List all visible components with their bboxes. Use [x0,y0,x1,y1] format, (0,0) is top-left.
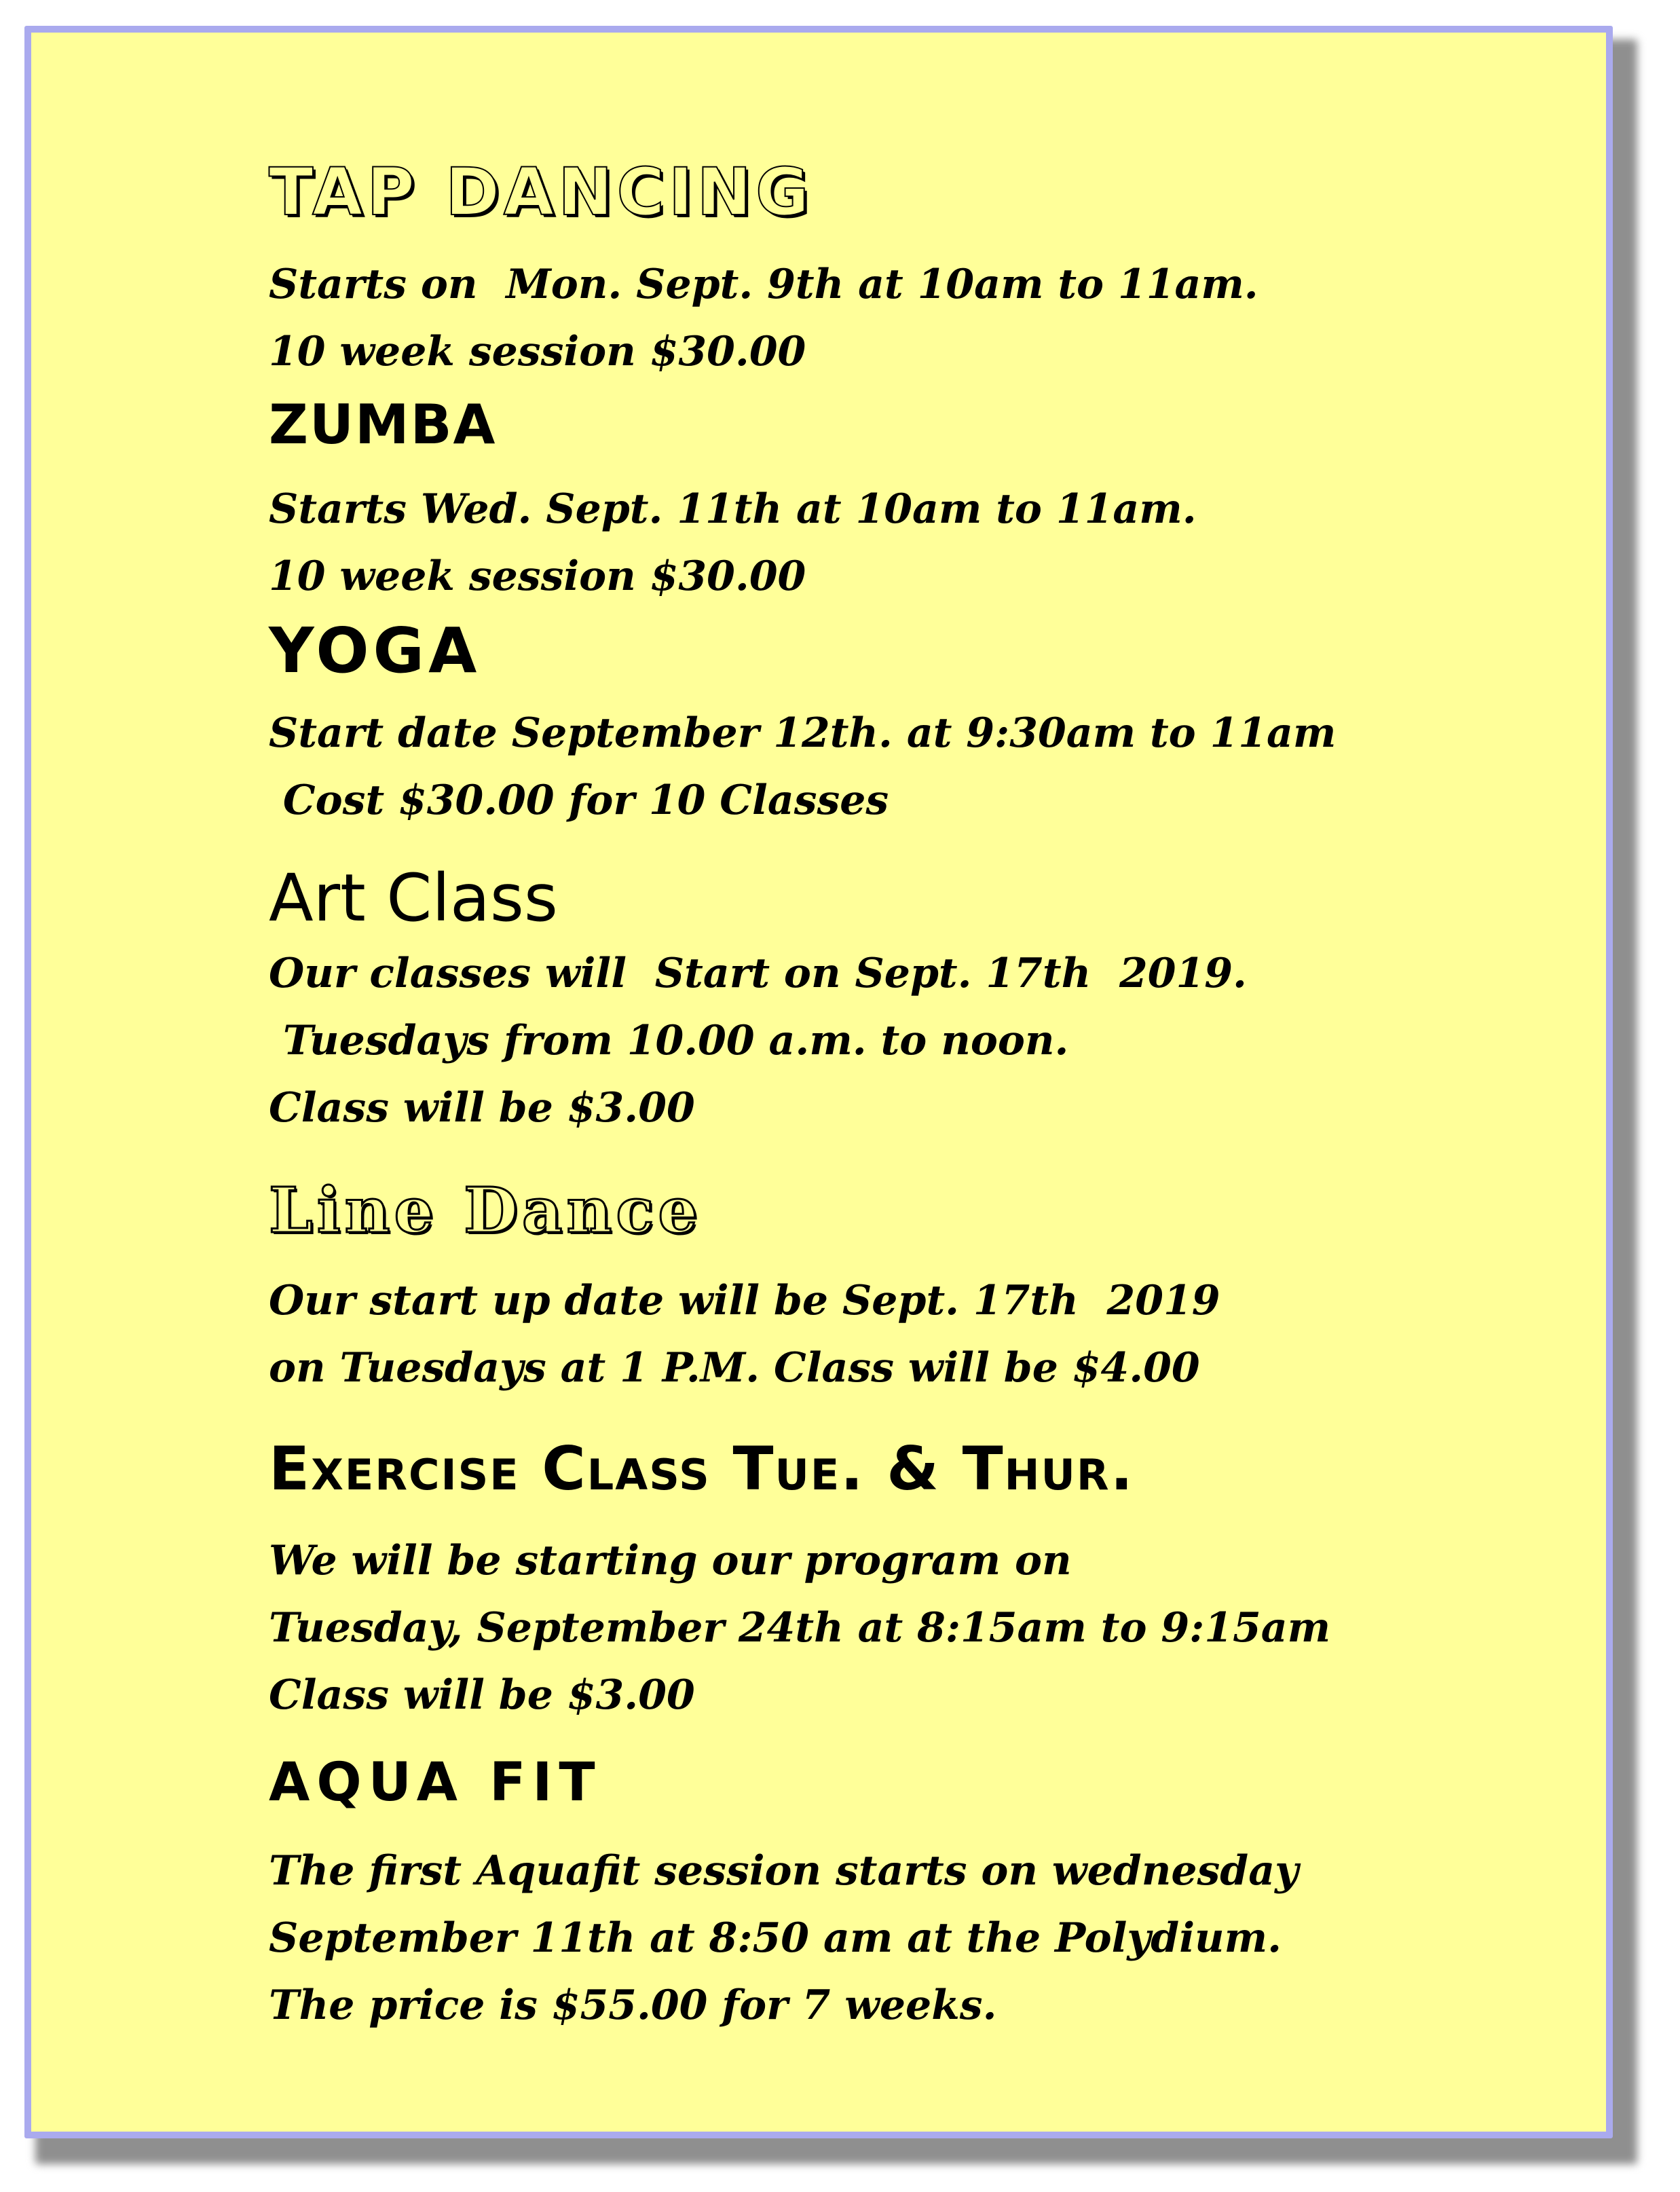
section-heading: Exercise Class Tue. & Thur. [269,1434,1135,1504]
section-heading: Art Class [269,860,558,936]
section-zumba [269,386,1558,610]
section-line: September 11th at 8:50 am at the Polydium. [269,1914,1282,1962]
section-line: Tuesdays from 10.00 a.m. to noon. [269,1017,1069,1064]
section-heading: YOGA [269,614,481,687]
section-line: Starts Wed. Sept. 11th at 10am to 11am. [269,485,1197,533]
section-line: 10 week session $30.00 [269,328,806,375]
section-heading: Line Dance [269,1174,702,1247]
section-heading: TAP DANCING [269,154,813,230]
section-line: Our start up date will be Sept. 17th 2019 [269,1277,1220,1324]
section-yoga [269,610,1558,834]
section-line: Our classes will Start on Sept. 17th 2019. [269,950,1247,997]
section-line: 10 week session $30.00 [269,553,806,600]
section-line: Class will be $3.00 [269,1671,695,1719]
section-line: Start date September 12th. at 9:30am to 11am [269,709,1337,757]
section-line: on Tuesdays at 1 P.M. Class will be $4.00 [269,1344,1200,1392]
section-line: Class will be $3.00 [269,1084,695,1132]
section-line: We will be starting our program on [269,1537,1072,1584]
section-line: Tuesday, September 24th at 8:15am to 9:15am [269,1604,1331,1652]
section-heading: AQUA FIT [269,1752,602,1813]
flyer-paper [24,26,1613,2138]
section-exercise-class [269,1402,1558,1729]
flyer-content [269,145,1558,2039]
section-art-class [269,834,1558,1142]
section-tap-dancing [269,145,1558,386]
section-line: The price is $55.00 for 7 weeks. [269,1982,997,2029]
section-line: Cost $30.00 for 10 Classes [269,777,889,824]
section-line: Starts on Mon. Sept. 9th at 10am to 11am. [269,261,1258,308]
section-heading: ZUMBA [269,393,497,456]
section-line-dance [269,1142,1558,1402]
section-aqua-fit [269,1729,1558,2039]
section-line: The first Aquafit session starts on wednesday [269,1847,1299,1895]
